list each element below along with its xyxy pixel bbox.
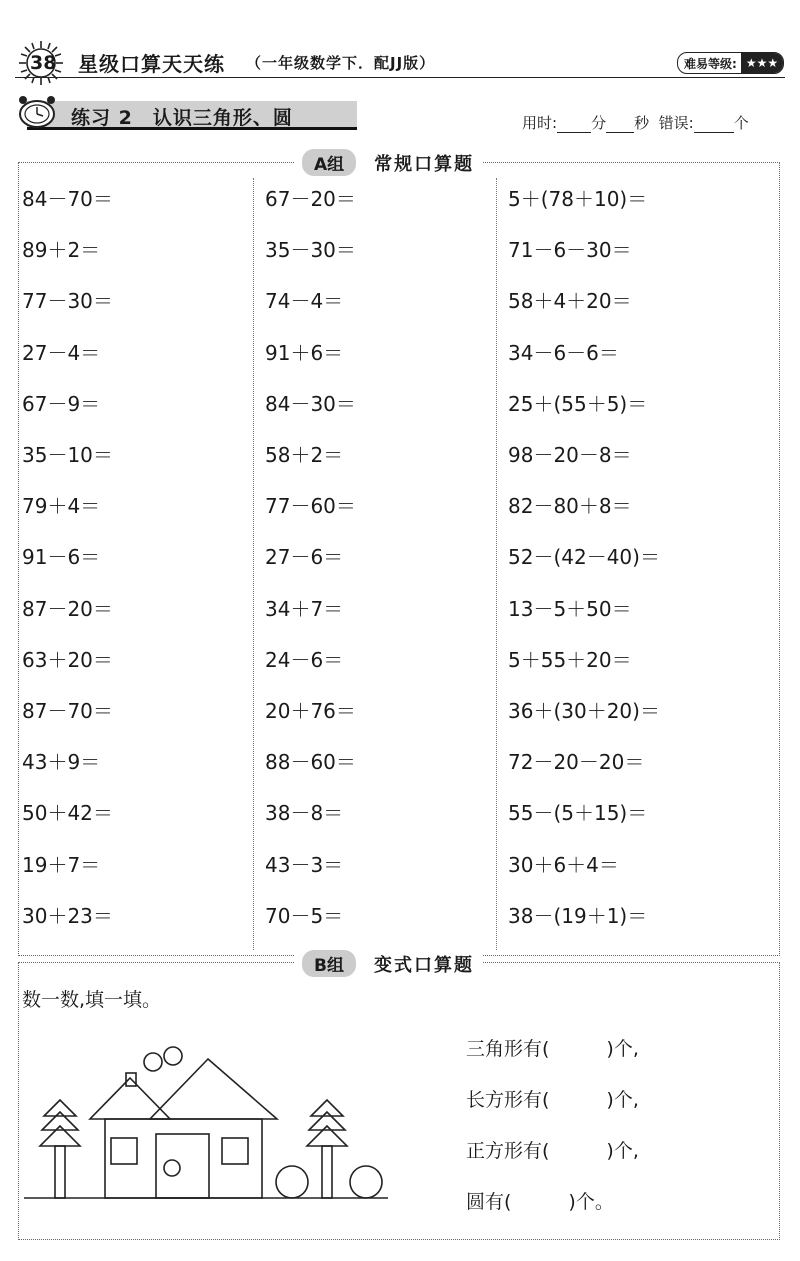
arithmetic-question: 27－6＝ bbox=[265, 545, 344, 570]
arithmetic-question: 74－4＝ bbox=[265, 289, 344, 314]
tree-triangle bbox=[40, 1126, 80, 1146]
group-b-instruction: 数一数,填一填。 bbox=[22, 989, 162, 1011]
tree-triangle bbox=[309, 1112, 345, 1130]
arithmetic-question: 19＋7＝ bbox=[22, 852, 101, 877]
arithmetic-question: 79＋4＝ bbox=[22, 494, 101, 519]
arithmetic-question: 24－6＝ bbox=[265, 647, 344, 672]
arithmetic-question: 72－20－20＝ bbox=[508, 750, 645, 775]
arithmetic-question: 67－9＝ bbox=[22, 391, 101, 416]
arithmetic-question: 25＋(55＋5)＝ bbox=[508, 391, 648, 416]
arithmetic-question: 43＋9＝ bbox=[22, 750, 101, 775]
exercise-title: 练习 2 认识三角形、圆 bbox=[71, 107, 293, 129]
header-divider bbox=[15, 77, 785, 78]
group-b-title: 变式口算题 bbox=[373, 954, 474, 976]
column-divider bbox=[253, 178, 254, 950]
difficulty-label: 难易等级: bbox=[684, 56, 737, 71]
arithmetic-question: 84－70＝ bbox=[22, 187, 113, 211]
arithmetic-question: 20＋76＝ bbox=[265, 699, 356, 723]
arithmetic-question: 91＋6＝ bbox=[265, 340, 344, 365]
tree-trunk bbox=[322, 1146, 332, 1198]
group-a-box bbox=[18, 162, 780, 956]
window-square bbox=[222, 1138, 248, 1164]
fill-in-line: 长方形有( )个, bbox=[466, 1089, 639, 1111]
fill-in-line: 圆有( )个。 bbox=[466, 1191, 614, 1213]
arithmetic-question: 43－3＝ bbox=[265, 852, 344, 877]
house-figure bbox=[20, 1040, 400, 1210]
arithmetic-question: 55－(5＋15)＝ bbox=[508, 801, 648, 826]
exercise-title-bar bbox=[15, 95, 355, 129]
book-subtitle: （一年级数学下．配JJ版） bbox=[246, 54, 436, 72]
arithmetic-question: 30＋6＋4＝ bbox=[508, 852, 619, 877]
arithmetic-question: 88－60＝ bbox=[265, 750, 356, 775]
arithmetic-question: 58＋4＋20＝ bbox=[508, 289, 632, 314]
group-a-title: 常规口算题 bbox=[374, 153, 475, 175]
arithmetic-question: 67－20＝ bbox=[265, 187, 356, 211]
arithmetic-question: 35－10＝ bbox=[22, 443, 113, 467]
tree-triangle bbox=[307, 1126, 347, 1146]
group-b-pill: B组 bbox=[302, 950, 356, 977]
errors-label: 错误: bbox=[658, 114, 694, 132]
arithmetic-question: 30＋23＝ bbox=[22, 903, 113, 928]
arithmetic-question: 77－30＝ bbox=[22, 289, 113, 314]
fill-in-line: 三角形有( )个, bbox=[466, 1038, 639, 1060]
group-a-pill: A组 bbox=[302, 149, 356, 176]
house-body bbox=[105, 1119, 262, 1198]
book-brand: 星级口算天天练 bbox=[78, 52, 225, 76]
arithmetic-question: 84－30＝ bbox=[265, 391, 356, 416]
tree-triangle bbox=[44, 1100, 76, 1116]
arithmetic-question: 87－20＝ bbox=[22, 596, 113, 621]
smoke-circle bbox=[144, 1053, 162, 1071]
arithmetic-question: 58＋2＝ bbox=[265, 443, 344, 467]
arithmetic-question: 34＋7＝ bbox=[265, 596, 344, 621]
arithmetic-question: 27－4＝ bbox=[22, 340, 101, 365]
seconds-label: 秒 bbox=[634, 114, 650, 132]
door-knob-circle bbox=[164, 1160, 180, 1176]
arithmetic-question: 38－(19＋1)＝ bbox=[508, 903, 648, 928]
arithmetic-question: 71－6－30＝ bbox=[508, 238, 632, 263]
smoke-circle bbox=[164, 1047, 182, 1065]
page-number: 38 bbox=[30, 52, 57, 74]
errors-blank[interactable] bbox=[694, 116, 734, 133]
fill-in-line: 正方形有( )个, bbox=[466, 1140, 639, 1162]
arithmetic-question: 87－70＝ bbox=[22, 699, 113, 723]
time-record bbox=[522, 112, 749, 133]
roof-triangle bbox=[90, 1078, 170, 1119]
tree-trunk bbox=[55, 1146, 65, 1198]
arithmetic-question: 36＋(30＋20)＝ bbox=[508, 699, 660, 723]
arithmetic-question: 13－5＋50＝ bbox=[508, 596, 632, 621]
arithmetic-question: 34－6－6＝ bbox=[508, 340, 619, 365]
arithmetic-question: 50＋42＝ bbox=[22, 801, 113, 826]
errors-unit: 个 bbox=[733, 114, 749, 132]
column-divider bbox=[496, 178, 497, 950]
arithmetic-question: 82－80＋8＝ bbox=[508, 494, 632, 519]
arithmetic-question: 77－60＝ bbox=[265, 494, 356, 519]
difficulty-stars: ★★★ bbox=[741, 53, 783, 73]
minutes-blank[interactable] bbox=[557, 116, 591, 133]
arithmetic-question: 5＋(78＋10)＝ bbox=[508, 187, 648, 211]
arithmetic-question: 52－(42－40)＝ bbox=[508, 545, 660, 570]
alarm-clock-icon bbox=[15, 95, 59, 129]
arithmetic-question: 35－30＝ bbox=[265, 238, 356, 263]
seconds-blank[interactable] bbox=[606, 116, 634, 133]
arithmetic-question: 63＋20＝ bbox=[22, 647, 113, 672]
minutes-label: 分 bbox=[591, 114, 607, 132]
arithmetic-question: 98－20－8＝ bbox=[508, 443, 632, 467]
group-b-label bbox=[294, 950, 482, 977]
roof-triangle bbox=[150, 1059, 277, 1119]
arithmetic-question: 89＋2＝ bbox=[22, 238, 101, 263]
group-a-label bbox=[294, 149, 482, 176]
page-header bbox=[0, 0, 800, 80]
arithmetic-question: 70－5＝ bbox=[265, 903, 344, 928]
window-square bbox=[111, 1138, 137, 1164]
arithmetic-question: 5＋55＋20＝ bbox=[508, 647, 632, 672]
time-label: 用时: bbox=[522, 114, 558, 132]
arithmetic-question: 91－6＝ bbox=[22, 545, 101, 570]
arithmetic-question: 38－8＝ bbox=[265, 801, 344, 826]
tree-triangle bbox=[311, 1100, 343, 1116]
tree-triangle bbox=[42, 1112, 78, 1130]
difficulty-badge bbox=[677, 52, 784, 74]
ball-circle bbox=[350, 1166, 382, 1198]
ball-circle bbox=[276, 1166, 308, 1198]
